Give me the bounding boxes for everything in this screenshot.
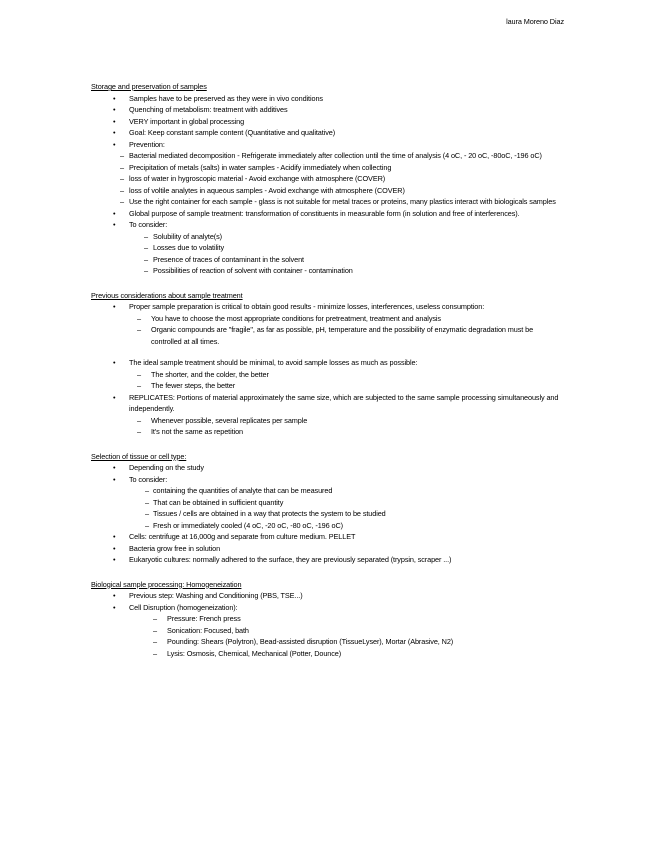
bullet-icon: • bbox=[113, 208, 116, 218]
sub-list-item: – loss of voltile analytes in aqueous samples - Avoid exchange with atmosphere (COVER) bbox=[120, 185, 405, 195]
bullet-icon: • bbox=[113, 139, 116, 149]
dash-icon: – bbox=[137, 381, 141, 390]
sub-list bbox=[129, 313, 565, 348]
bullet-icon: • bbox=[113, 128, 116, 137]
bullet-icon: • bbox=[113, 392, 116, 402]
list-item: • VERY important in global processing bbox=[113, 116, 245, 126]
sub-list-item: – The shorter, and the colder, the better bbox=[137, 369, 269, 379]
section-previous-considerations bbox=[91, 290, 565, 438]
dash-icon: – bbox=[120, 185, 124, 195]
sub-list-item: – Tissues / cells are obtained in a way that protects the system to be studied bbox=[145, 509, 386, 518]
list-item: • Cell Disruption (homogeneization): – Pressure: French press – Sonication: Focused, bath – Pounding: Shears (Polytron), Bead-assisted disruption (TissueLyser), Mortar (Abrasive, N2) – Lysis: Osmosis, Chemical, Mechanical (Potter, Dounce) bbox=[91, 602, 565, 660]
list-item: • Quenching of metabolism: treatment with additives bbox=[113, 105, 288, 114]
bullet-icon: • bbox=[113, 474, 116, 484]
list-item: • The ideal sample treatment should be minimal, to avoid sample losses as much as possible: – The shorter, and the colder, the better – The fewer steps, the better bbox=[91, 357, 565, 392]
sub-list-item: – containing the quantities of analyte that can be measured bbox=[145, 486, 333, 495]
sub-list-item: – Whenever possible, several replicates per sample bbox=[137, 415, 308, 425]
sub-list-item: – Possibilities of reaction of solvent with container - contamination bbox=[144, 266, 353, 275]
dash-icon: – bbox=[137, 325, 141, 334]
section-heading: Previous considerations about sample treatment bbox=[91, 290, 243, 300]
dash-icon: – bbox=[137, 313, 141, 323]
list-item: • To consider: – containing the quantities of analyte that can be measured – That can be obtained in sufficient quantity – Tissues / cells are obtained in a way that protects the system to be studied – Fresh or immediately cooled (4 oC, -20 oC, -80 oC, -196 oC) bbox=[91, 474, 565, 532]
sub-list-item: – Pounding: Shears (Polytron), Bead-assisted disruption (TissueLyser), Mortar (Abrasive, N2) bbox=[153, 637, 454, 646]
sub-list-item: – Organic compounds are "fragile", as far as possible, pH, temperature and the possibility of enzymatic degradation must be controlled at all times. bbox=[137, 325, 534, 346]
dash-icon: – bbox=[145, 497, 149, 507]
bullet-icon: • bbox=[113, 543, 116, 553]
dash-icon: – bbox=[137, 427, 141, 436]
dash-icon: – bbox=[144, 254, 148, 264]
sub-list bbox=[129, 415, 565, 438]
sub-list-item: – Bacterial mediated decomposition - Refrigerate immediately after collection until the time of analysis (4 oC, - 20 oC, -80oC, -196 oC) bbox=[120, 151, 542, 160]
list-item: • Eukaryotic cultures: normally adhered to the surface, they are previously separated (trypsin, scraper ...) bbox=[113, 555, 452, 564]
dash-icon: – bbox=[137, 369, 141, 379]
document-body bbox=[91, 81, 565, 659]
dash-icon: – bbox=[153, 625, 157, 635]
sub-list bbox=[129, 613, 565, 659]
bullet-icon: • bbox=[113, 602, 116, 612]
sub-list bbox=[129, 369, 565, 392]
bullet-icon: • bbox=[113, 105, 116, 114]
bullet-icon: • bbox=[113, 93, 116, 103]
list-item: • Previous step: Washing and Conditioning (PBS, TSE...) bbox=[113, 591, 303, 600]
section-storage-preservation bbox=[91, 81, 565, 277]
bullet-icon: • bbox=[113, 116, 116, 126]
bullet-icon: • bbox=[113, 220, 116, 229]
dash-icon: – bbox=[120, 162, 124, 172]
section-heading: Biological sample processing: Homogeneization bbox=[91, 579, 242, 589]
sub-list-item: – Use the right container for each sample - glass is not suitable for metal traces or proteins, many plastics interact with biologicals samples bbox=[120, 197, 556, 206]
sub-list-item: – Presence of traces of contaminant in the solvent bbox=[144, 254, 304, 264]
bullet-icon: • bbox=[113, 555, 116, 564]
sub-list bbox=[129, 231, 565, 277]
list-item: • Proper sample preparation is critical to obtain good results - minimize losses, interferences, useless consumption: – You have to choose the most appropriate conditions for pretreatment, treatment and analysis – Organic compounds are "fragile", as far as possible, pH, temperature and the possibility of enzymatic degradation must be controlled at all times. bbox=[91, 301, 565, 347]
sub-list-item: – Sonication: Focused, bath bbox=[153, 625, 249, 635]
dash-icon: – bbox=[145, 486, 149, 495]
sub-list-item: – loss of water in hygroscopic material - Avoid exchange with atmosphere (COVER) bbox=[120, 174, 386, 183]
dash-icon: – bbox=[153, 637, 157, 646]
sub-list-item: – Precipitation of metals (salts) in water samples - Acidify immediately when collecting bbox=[120, 162, 392, 172]
section-homogeneization bbox=[91, 579, 565, 660]
list-item: • Prevention: – Bacterial mediated decomposition - Refrigerate immediately after collection until the time of analysis (4 oC, - 20 oC, -80oC, -196 oC) – Precipitation of metals (salts) in water samples - Acidify immediately when collecting – loss of water in hygroscopic material - Avoid exchange with atmosphere (COVER) – loss of voltile analytes in aqueous samples - Avoid exchange with atmosphere (COVER) – Use the right container for each sample - glass is not suitable for metal traces or proteins, many plastics interact with biologicals samples bbox=[91, 139, 565, 208]
sub-list-item: – Pressure: French press bbox=[153, 614, 241, 623]
dash-icon: – bbox=[137, 415, 141, 425]
dash-icon: – bbox=[153, 648, 157, 658]
bullet-icon: • bbox=[113, 358, 116, 367]
list-item: • Samples have to be preserved as they were in vivo conditions bbox=[113, 93, 323, 103]
bullet-icon: • bbox=[113, 532, 116, 541]
sub-list-item: – The fewer steps, the better bbox=[137, 381, 236, 390]
list-item: • REPLICATES: Portions of material approximately the same size, which are subjected to the same sample processing simultaneously and independently. – Whenever possible, several replicates per sample – It's not the same as repetition bbox=[91, 392, 565, 438]
bullet-list bbox=[91, 462, 565, 566]
dash-icon: – bbox=[145, 509, 149, 518]
sub-list bbox=[120, 150, 565, 208]
sub-list-item: – You have to choose the most appropriate conditions for pretreatment, treatment and analysis bbox=[137, 313, 441, 323]
bullet-list bbox=[91, 301, 565, 438]
dash-icon: – bbox=[144, 231, 148, 241]
sub-list-item: – Losses due to volatility bbox=[144, 243, 225, 252]
bullet-icon: • bbox=[113, 463, 116, 472]
spacer bbox=[91, 347, 565, 357]
author-name: laura Moreno Diaz bbox=[506, 17, 564, 26]
list-item: • Bacteria grow free in solution bbox=[113, 543, 221, 553]
section-heading: Selection of tissue or cell type: bbox=[91, 451, 187, 461]
sub-list-item: – It's not the same as repetition bbox=[137, 427, 243, 436]
list-item: • To consider: – Solubility of analyte(s) – Losses due to volatility – Presence of traces of contaminant in the solvent – Possibilities of reaction of solvent with container - contamination bbox=[91, 219, 565, 277]
bullet-icon: • bbox=[113, 591, 116, 600]
list-item: • Depending on the study bbox=[113, 463, 204, 472]
dash-icon: – bbox=[153, 614, 157, 623]
list-item: • Global purpose of sample treatment: transformation of constituents in measurable form (in solution and free of interferences). bbox=[113, 208, 520, 218]
sub-list-item: – Solubility of analyte(s) bbox=[144, 231, 222, 241]
bullet-icon: • bbox=[113, 302, 116, 311]
sub-list-item: – Fresh or immediately cooled (4 oC, -20 oC, -80 oC, -196 oC) bbox=[145, 520, 343, 530]
sub-list-item: – That can be obtained in sufficient quantity bbox=[145, 497, 284, 507]
list-item: • Goal: Keep constant sample content (Quantitative and qualitative) bbox=[113, 128, 336, 137]
bullet-list bbox=[91, 590, 565, 659]
section-heading: Storage and preservation of samples bbox=[91, 82, 207, 91]
bullet-list bbox=[91, 93, 565, 277]
sub-list bbox=[129, 485, 565, 531]
dash-icon: – bbox=[144, 266, 148, 275]
section-tissue-selection bbox=[91, 451, 565, 566]
dash-icon: – bbox=[145, 520, 149, 530]
sub-list-item: – Lysis: Osmosis, Chemical, Mechanical (Potter, Dounce) bbox=[153, 648, 342, 658]
dash-icon: – bbox=[120, 151, 124, 160]
dash-icon: – bbox=[120, 197, 124, 206]
dash-icon: – bbox=[144, 243, 148, 252]
list-item: • Cells: centrifuge at 16,000g and separate from culture medium. PELLET bbox=[113, 532, 356, 541]
dash-icon: – bbox=[120, 174, 124, 183]
